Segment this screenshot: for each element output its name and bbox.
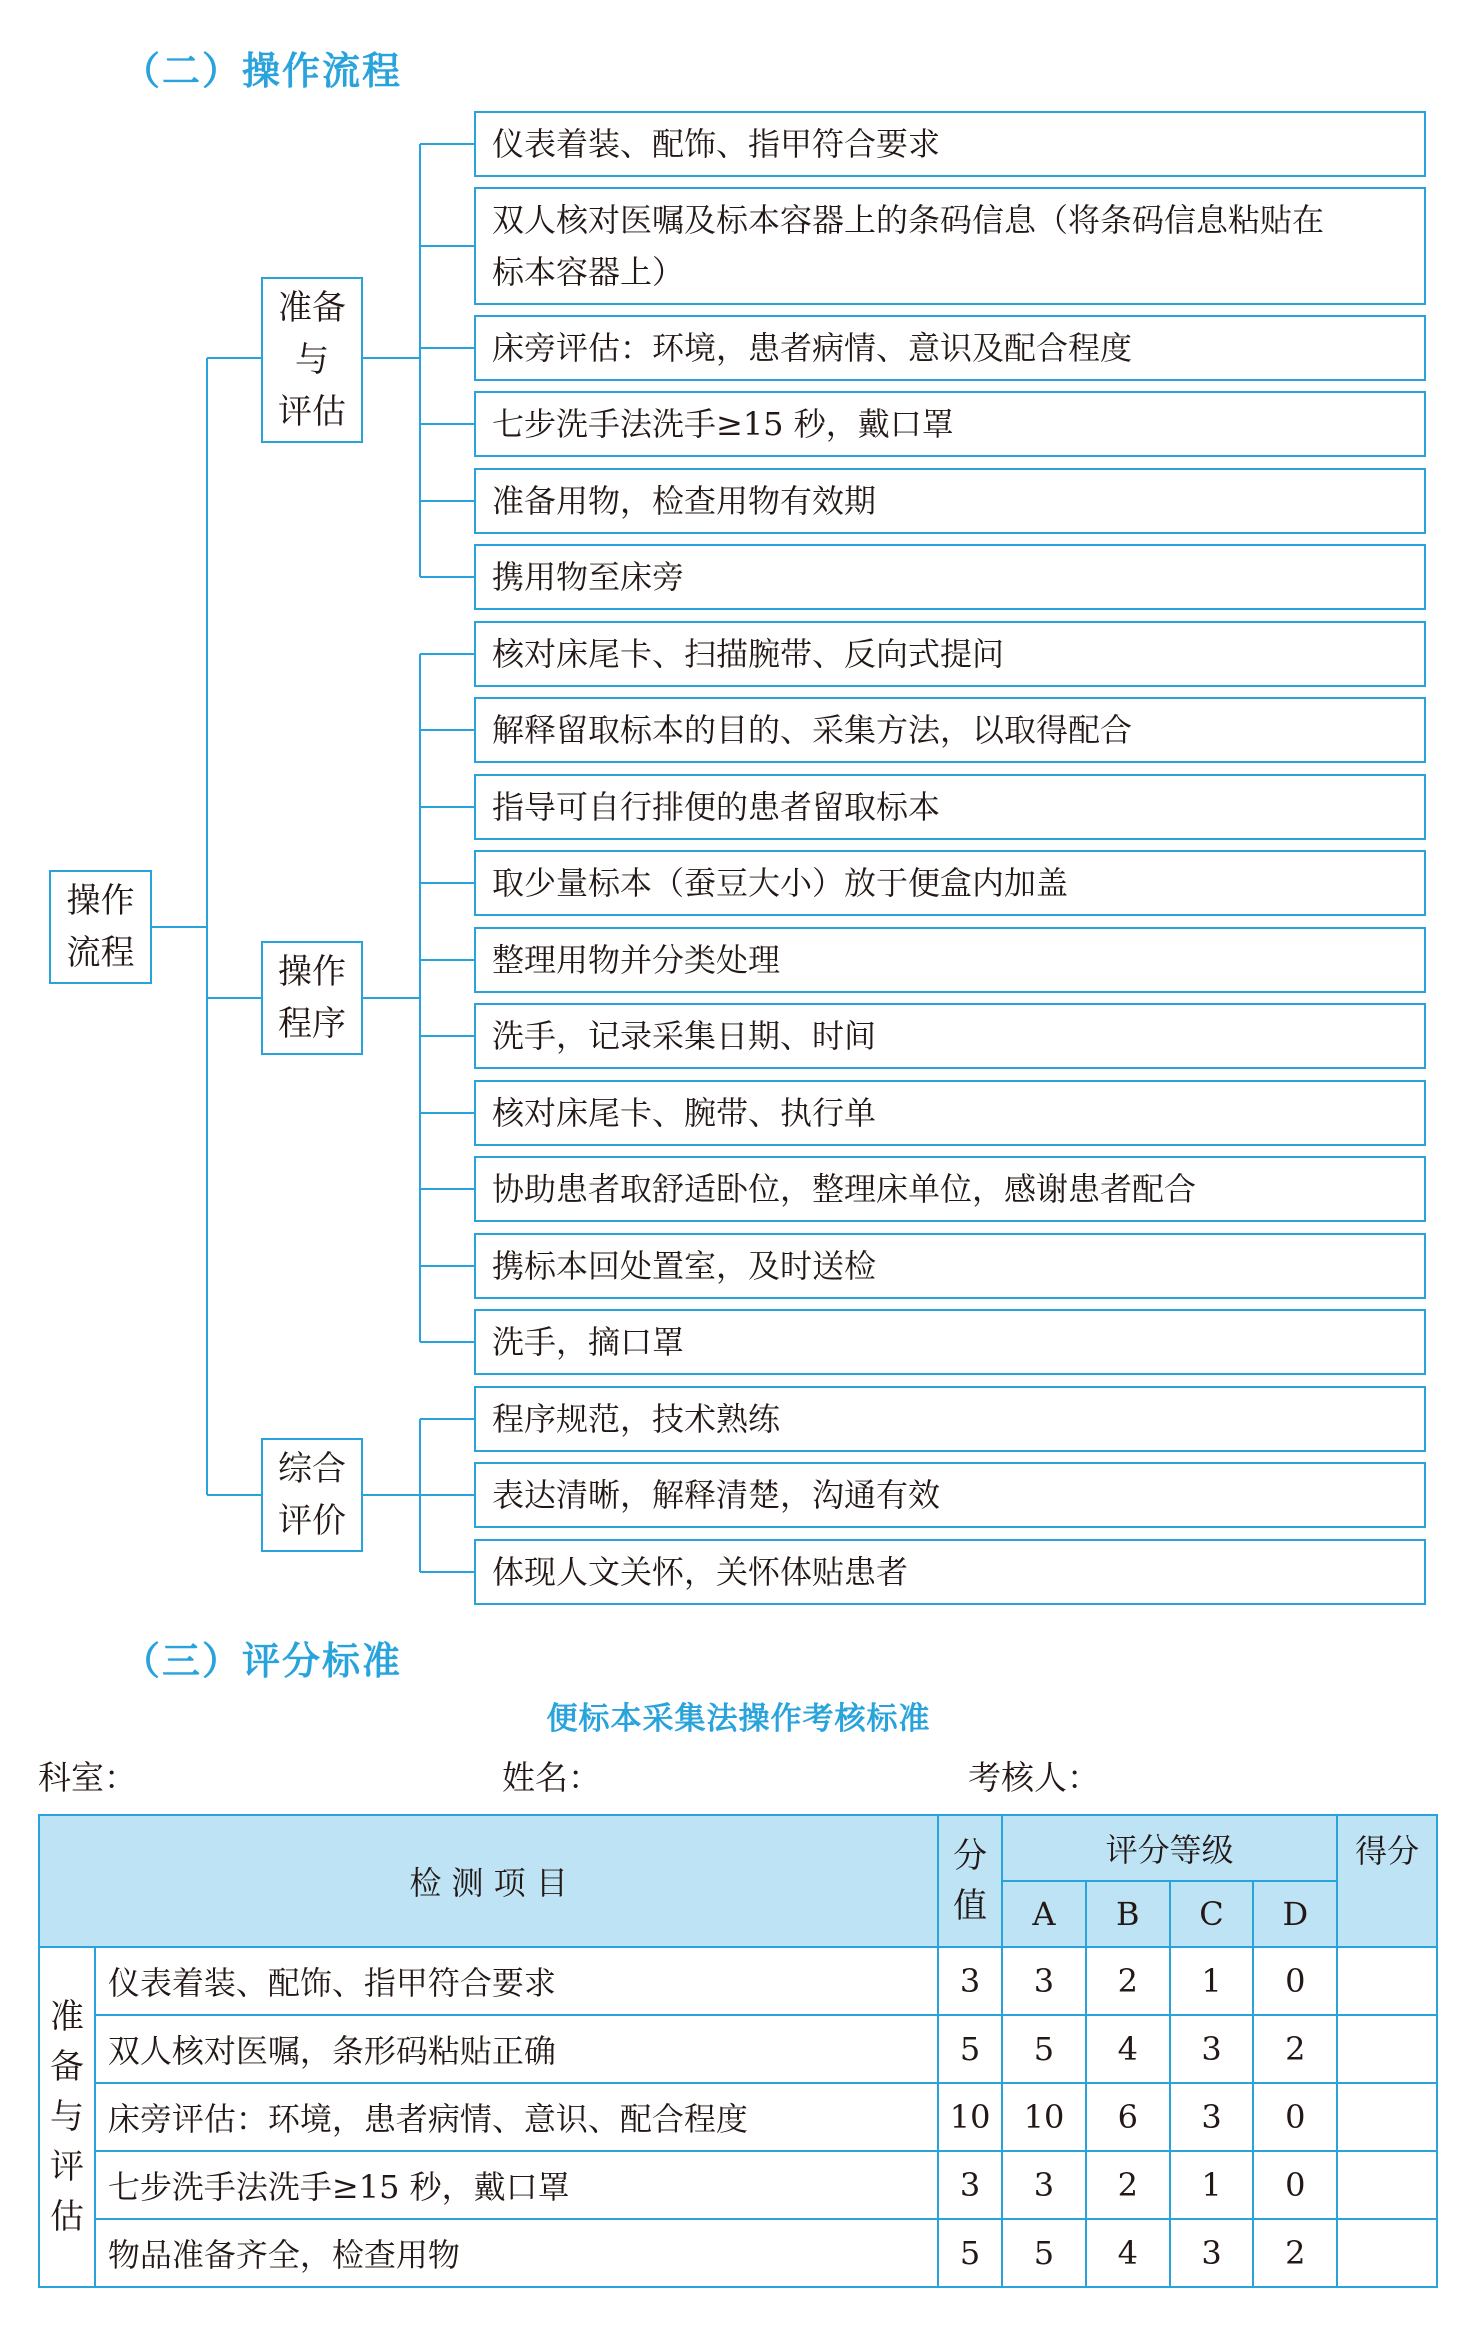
header-grade-b: B [1086, 1881, 1170, 1947]
table-caption: 便标本采集法操作考核标准 [546, 1701, 931, 1737]
dept-label: 科室： [38, 1758, 137, 1797]
row-grade-c: 3 [1170, 2219, 1254, 2287]
row-grade-a: 3 [1002, 2151, 1086, 2219]
step-box: 双人核对医嘱及标本容器上的条码信息（将条码信息粘贴在 标本容器上） [474, 187, 1426, 305]
scoring-table [38, 1814, 1438, 2288]
section-3-title: （三）评分标准 [122, 1639, 403, 1683]
header-score: 得分 [1337, 1815, 1437, 1947]
table-row [39, 2083, 1437, 2151]
row-points: 5 [938, 2015, 1002, 2083]
row-item: 物品准备齐全，检查用物 [95, 2219, 938, 2287]
row-item: 七步洗手法洗手≥15 秒，戴口罩 [95, 2151, 938, 2219]
step-box: 七步洗手法洗手≥15 秒，戴口罩 [474, 391, 1426, 457]
row-item: 仪表着装、配饰、指甲符合要求 [95, 1947, 938, 2015]
row-score-cell[interactable] [1337, 2083, 1437, 2151]
row-grade-c: 3 [1170, 2015, 1254, 2083]
table-row [39, 2219, 1437, 2287]
step-box: 指导可自行排便的患者留取标本 [474, 774, 1426, 840]
examiner-label: 考核人： [968, 1758, 1100, 1797]
row-item: 双人核对医嘱，条形码粘贴正确 [95, 2015, 938, 2083]
header-points: 分 值 [938, 1815, 1002, 1947]
row-grade-a: 3 [1002, 1947, 1086, 2015]
step-box: 解释留取标本的目的、采集方法，以取得配合 [474, 697, 1426, 763]
row-grade-c: 1 [1170, 1947, 1254, 2015]
step-box: 核对床尾卡、扫描腕带、反向式提问 [474, 621, 1426, 687]
row-grade-a: 5 [1002, 2015, 1086, 2083]
step-box: 协助患者取舒适卧位，整理床单位，感谢患者配合 [474, 1156, 1426, 1222]
root-node: 操作 流程 [49, 870, 152, 984]
step-box: 取少量标本（蚕豆大小）放于便盒内加盖 [474, 850, 1426, 916]
row-grade-a: 10 [1002, 2083, 1086, 2151]
row-grade-b: 6 [1086, 2083, 1170, 2151]
table-row [39, 1947, 1437, 2015]
header-grade-c: C [1170, 1881, 1254, 1947]
row-grade-d: 0 [1253, 2151, 1337, 2219]
step-box: 洗手，记录采集日期、时间 [474, 1003, 1426, 1069]
row-grade-d: 0 [1253, 1947, 1337, 2015]
row-score-cell[interactable] [1337, 2219, 1437, 2287]
section-2-title: （二）操作流程 [122, 49, 403, 93]
step-box: 携用物至床旁 [474, 544, 1426, 610]
step-box: 携标本回处置室，及时送检 [474, 1233, 1426, 1299]
group-node-prep: 准备 与 评估 [261, 277, 363, 443]
row-grade-d: 0 [1253, 2083, 1337, 2151]
row-grade-b: 2 [1086, 1947, 1170, 2015]
name-label: 姓名： [502, 1758, 601, 1797]
step-box: 核对床尾卡、腕带、执行单 [474, 1080, 1426, 1146]
row-score-cell[interactable] [1337, 1947, 1437, 2015]
row-grade-d: 2 [1253, 2015, 1337, 2083]
step-box: 程序规范，技术熟练 [474, 1386, 1426, 1452]
step-box: 表达清晰，解释清楚，沟通有效 [474, 1462, 1426, 1528]
header-grade: 评分等级 [1002, 1815, 1337, 1881]
row-score-cell[interactable] [1337, 2151, 1437, 2219]
row-grade-b: 2 [1086, 2151, 1170, 2219]
row-points: 3 [938, 1947, 1002, 2015]
step-box: 洗手，摘口罩 [474, 1309, 1426, 1375]
step-box: 体现人文关怀，关怀体贴患者 [474, 1539, 1426, 1605]
row-grade-d: 2 [1253, 2219, 1337, 2287]
row-points: 10 [938, 2083, 1002, 2151]
row-grade-c: 1 [1170, 2151, 1254, 2219]
row-group-label: 准 备 与 评 估 [39, 1947, 95, 2287]
row-grade-c: 3 [1170, 2083, 1254, 2151]
step-box: 床旁评估：环境，患者病情、意识及配合程度 [474, 315, 1426, 381]
row-grade-b: 4 [1086, 2219, 1170, 2287]
row-grade-b: 4 [1086, 2015, 1170, 2083]
row-item: 床旁评估：环境，患者病情、意识、配合程度 [95, 2083, 938, 2151]
row-grade-a: 5 [1002, 2219, 1086, 2287]
group-node-evaluation: 综合 评价 [261, 1438, 363, 1552]
row-score-cell[interactable] [1337, 2015, 1437, 2083]
header-item: 检 测 项 目 [39, 1815, 938, 1947]
row-points: 3 [938, 2151, 1002, 2219]
group-node-procedure: 操作 程序 [261, 941, 363, 1055]
header-grade-a: A [1002, 1881, 1086, 1947]
step-box: 准备用物，检查用物有效期 [474, 468, 1426, 534]
step-box: 仪表着装、配饰、指甲符合要求 [474, 111, 1426, 177]
row-points: 5 [938, 2219, 1002, 2287]
step-box: 整理用物并分类处理 [474, 927, 1426, 993]
header-grade-d: D [1253, 1881, 1337, 1947]
table-row [39, 2015, 1437, 2083]
table-row [39, 2151, 1437, 2219]
